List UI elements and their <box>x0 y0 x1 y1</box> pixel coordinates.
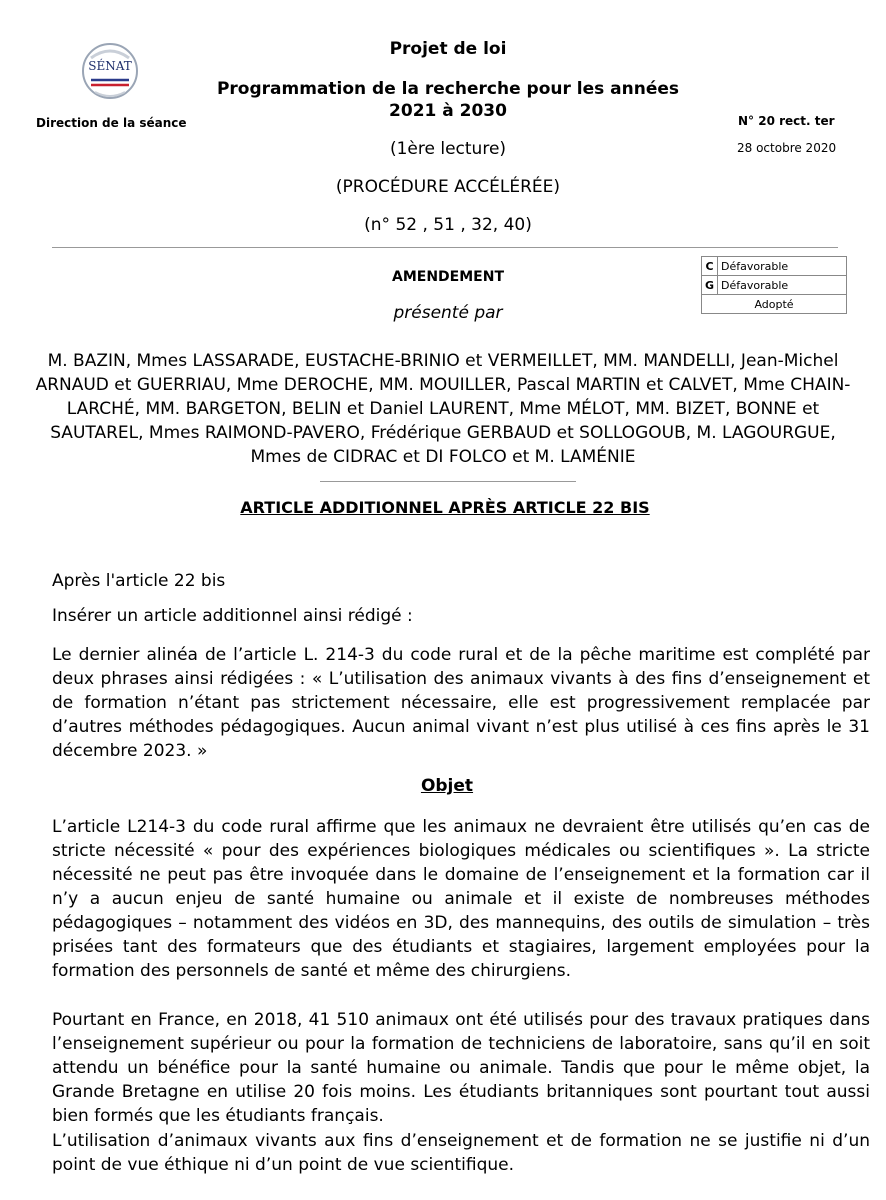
avis-row <box>702 276 847 295</box>
objet-title: Objet <box>420 776 474 796</box>
authors-list: M. BAZIN, Mmes LASSARADE, EUSTACHE-BRINIO et VERMEILLET, MM. MANDELLI, Jean-Michel ARNAUD et GUERRIAU, Mme DEROCHE, MM. MOUILLER, Pascal MARTIN et CALVET, Mme CHAIN-LARCHÉ, MM. BARGETON, BELIN et Daniel LAURENT, Mme MÉLOT, MM. BIZET, BONNE et SAUTAREL, Mmes RAIMOND-PAVERO, Frédérique GERBAUD et SOLLOGOUB, M. LAGOURGUE, Mmes de CIDRAC et DI FOLCO et M. LAMÉNIE <box>35 351 851 467</box>
amendment-number: N° 20 rect. ter <box>738 114 835 128</box>
lecture-label: (1ère lecture) <box>389 139 507 159</box>
avis-code: G <box>702 276 718 295</box>
avis-code: C <box>702 257 718 276</box>
article-paragraph: Le dernier alinéa de l’article L. 214-3 du code rural et de la pêche maritime est complété par deux phrases ainsi rédigées : « L’utilisation des animaux vivants à des fins d’enseignement et de formation n’étant pas strictement nécessaire, elle est progressivement remplacée par d’autres méthodes pédagogiques. Aucun animal vivant n’est plus utilisé à ces fins après le 31 décembre 2023. » <box>52 645 870 761</box>
amendement-title: AMENDEMENT <box>392 269 504 285</box>
header-divider <box>52 247 838 248</box>
objet-paragraph: Pourtant en France, en 2018, 41 510 animaux ont été utilisés pour des travaux pratiques dans l’enseignement supérieur ou pour la formation de techniciens de laboratoire, sans qu’il en soit attendu un bénéfice pour la santé humaine ou animale. Tandis que pour le même objet, la Grande Bretagne en utilise 20 fois moins. Les étudiants britanniques sont pourtant tout aussi bien formés que les étudiants français. <box>52 1010 870 1126</box>
avis-row <box>702 295 847 314</box>
logo-text: SÉNAT <box>88 59 132 73</box>
senat-logo-icon <box>77 40 143 102</box>
header-block <box>210 38 686 236</box>
avis-table <box>701 256 847 314</box>
avis-value: Défavorable <box>718 276 847 295</box>
avis-value: Adopté <box>702 295 847 314</box>
procedure-label: (PROCÉDURE ACCÉLÉRÉE) <box>335 177 561 197</box>
numeros-label: (n° 52 , 51 , 32, 40) <box>364 215 532 235</box>
projet-title: Projet de loi <box>389 39 507 59</box>
senat-logo <box>77 40 143 102</box>
article-paragraph: Insérer un article additionnel ainsi rédigé : <box>52 606 413 626</box>
avis-row <box>702 257 847 276</box>
article-paragraph: Après l'article 22 bis <box>52 571 226 591</box>
direction-label: Direction de la séance <box>36 116 187 130</box>
avis-value: Défavorable <box>718 257 847 276</box>
article-title: ARTICLE ADDITIONNEL APRÈS ARTICLE 22 BIS <box>240 498 650 517</box>
objet-paragraph: L’article L214-3 du code rural affirme que les animaux ne devraient être utilisés qu’en cas de stricte nécessité « pour des expériences biologiques médicales ou scientifiques ». La stricte nécessité ne peut pas être invoquée dans le domaine de l’enseignement et la formation car il n’y a aucun enjeu de santé humaine ou animale et il existe de nombreuses méthodes pédagogiques – notamment des vidéos en 3D, des mannequins, des outils de simulation – très prisées tant des formateurs que des étudiants et stagiaires, largement employées pour la formation des personnels de santé et même des chirurgiens. <box>52 817 870 981</box>
programmation-title: Programmation de la recherche pour les années 2021 à 2030 <box>216 79 680 121</box>
authors-divider <box>320 481 576 482</box>
objet-paragraph: L’utilisation d’animaux vivants aux fins d’enseignement et de formation ne se justifie ni d’un point de vue éthique ni d’un point de vue scientifique. <box>52 1131 870 1175</box>
amendment-date: 28 octobre 2020 <box>737 141 837 155</box>
presente-par-label: présenté par <box>393 303 503 323</box>
